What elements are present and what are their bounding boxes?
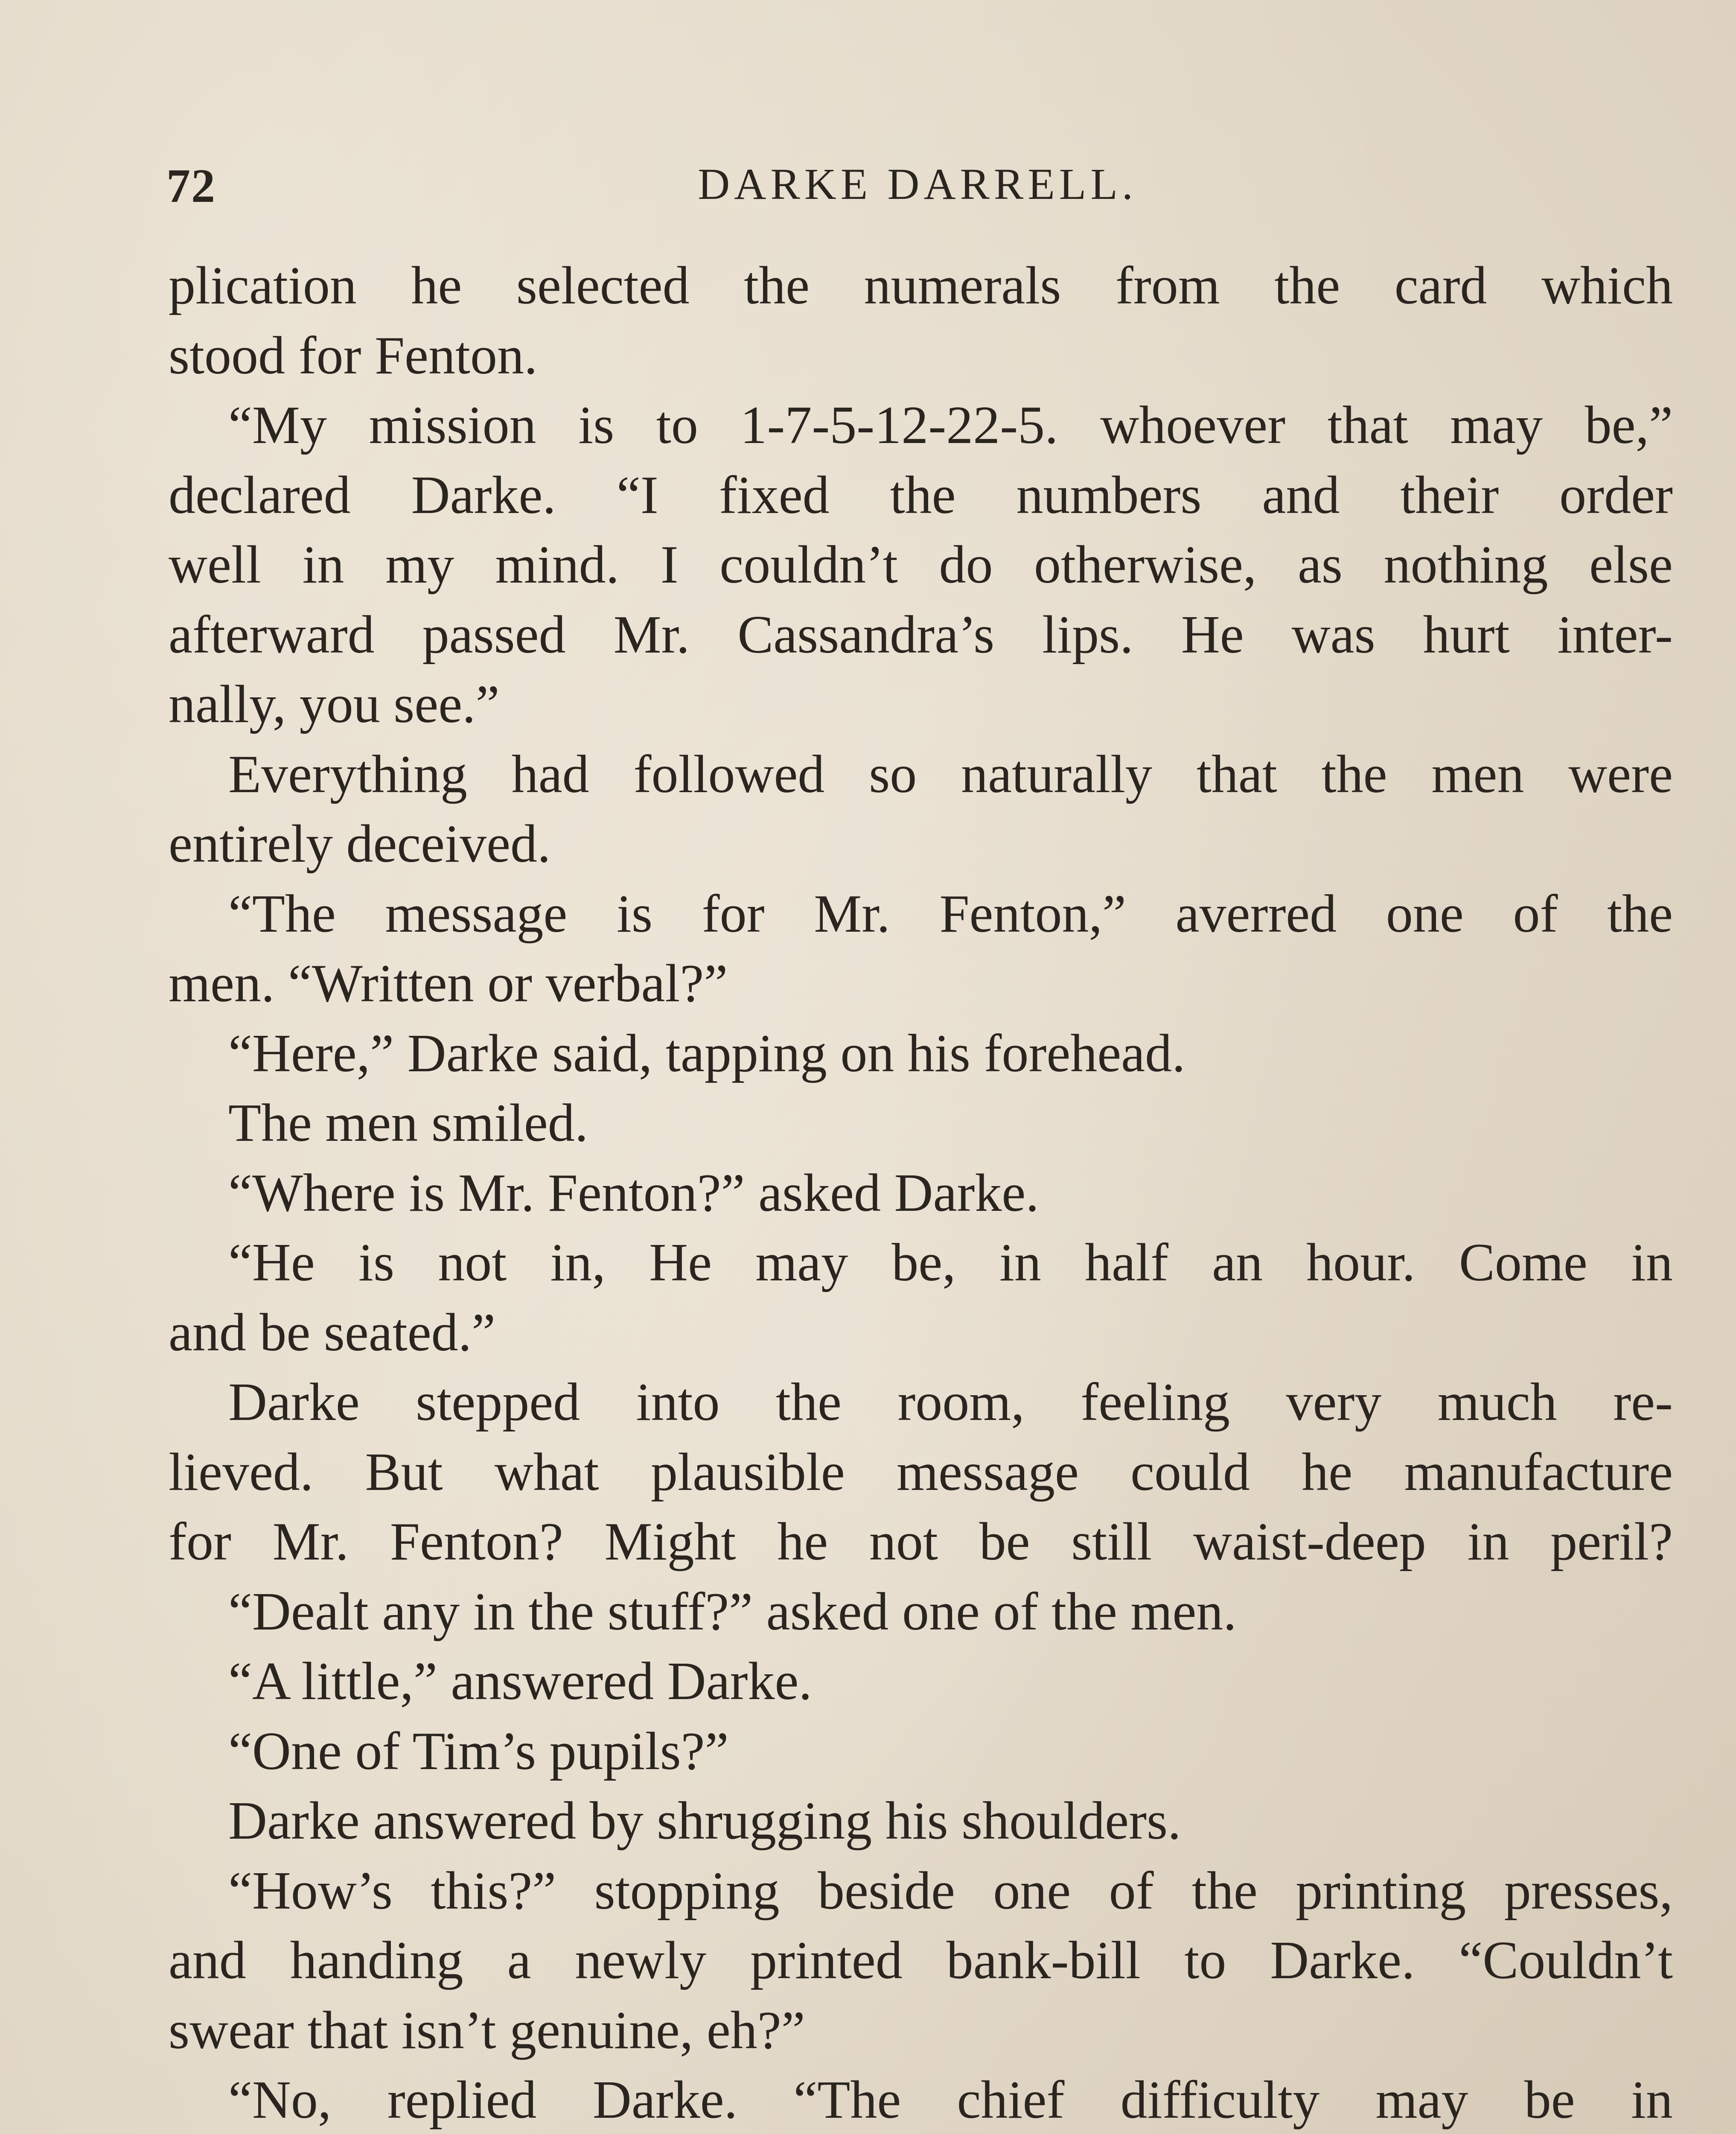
text-line: “One of Tim’s pupils?” — [228, 1721, 729, 1781]
text-line: nally, you see.” — [169, 675, 500, 734]
text-line: Everything had followed so naturally that the men were — [228, 744, 1673, 804]
text-line: “How’s this?” stopping beside one of the printing presses, — [228, 1861, 1673, 1921]
text-line: well in my mind. I couldn’t do otherwise, as nothing else — [169, 535, 1673, 595]
text-line: declared Darke. “I fixed the numbers and their order — [169, 465, 1673, 525]
text-line: The men smiled. — [228, 1093, 588, 1153]
text-line: lieved. But what plausible message could he manufacture — [169, 1442, 1673, 1502]
text-line: “No, replied Darke. “The chief difficulty may be in — [228, 2070, 1673, 2130]
running-head: DARKE DARRELL. — [698, 160, 1137, 209]
text-line: entirely deceived. — [169, 814, 551, 874]
text-line: Darke stepped into the room, feeling very much re- — [228, 1373, 1673, 1432]
text-line: stood for Fenton. — [169, 326, 538, 385]
text-line: swear that isn’t genuine, eh?” — [169, 2000, 805, 2060]
text-line: “He is not in, He may be, in half an hour. Come in — [228, 1233, 1673, 1292]
text-line: “A little,” answered Darke. — [228, 1652, 812, 1711]
text-line: “Where is Mr. Fenton?” asked Darke. — [228, 1163, 1039, 1223]
text-line: Darke answered by shrugging his shoulders. — [228, 1791, 1181, 1851]
text-line: for Mr. Fenton? Might he not be still waist-deep in peril? — [169, 1512, 1673, 1571]
page-header — [166, 159, 1720, 227]
text-line: “Here,” Darke said, tapping on his forehead. — [228, 1023, 1185, 1083]
text-line: “Dealt any in the stuff?” asked one of the men. — [228, 1582, 1237, 1641]
body-text — [169, 251, 1673, 2134]
text-line: “My mission is to 1-7-5-12-22-5. whoever that may be,” — [228, 396, 1673, 455]
text-line: afterward passed Mr. Cassandra’s lips. He was hurt inter- — [169, 605, 1673, 665]
text-line: and be seated.” — [169, 1303, 496, 1362]
text-line: “The message is for Mr. Fenton,” averred one of the — [228, 884, 1673, 944]
text-line: plication he selected the numerals from the card which — [169, 256, 1673, 315]
text-line: and handing a newly printed bank-bill to Darke. “Couldn’t — [169, 1931, 1673, 1990]
text-line: men. “Written or verbal?” — [169, 954, 728, 1013]
page-number: 72 — [166, 160, 216, 213]
